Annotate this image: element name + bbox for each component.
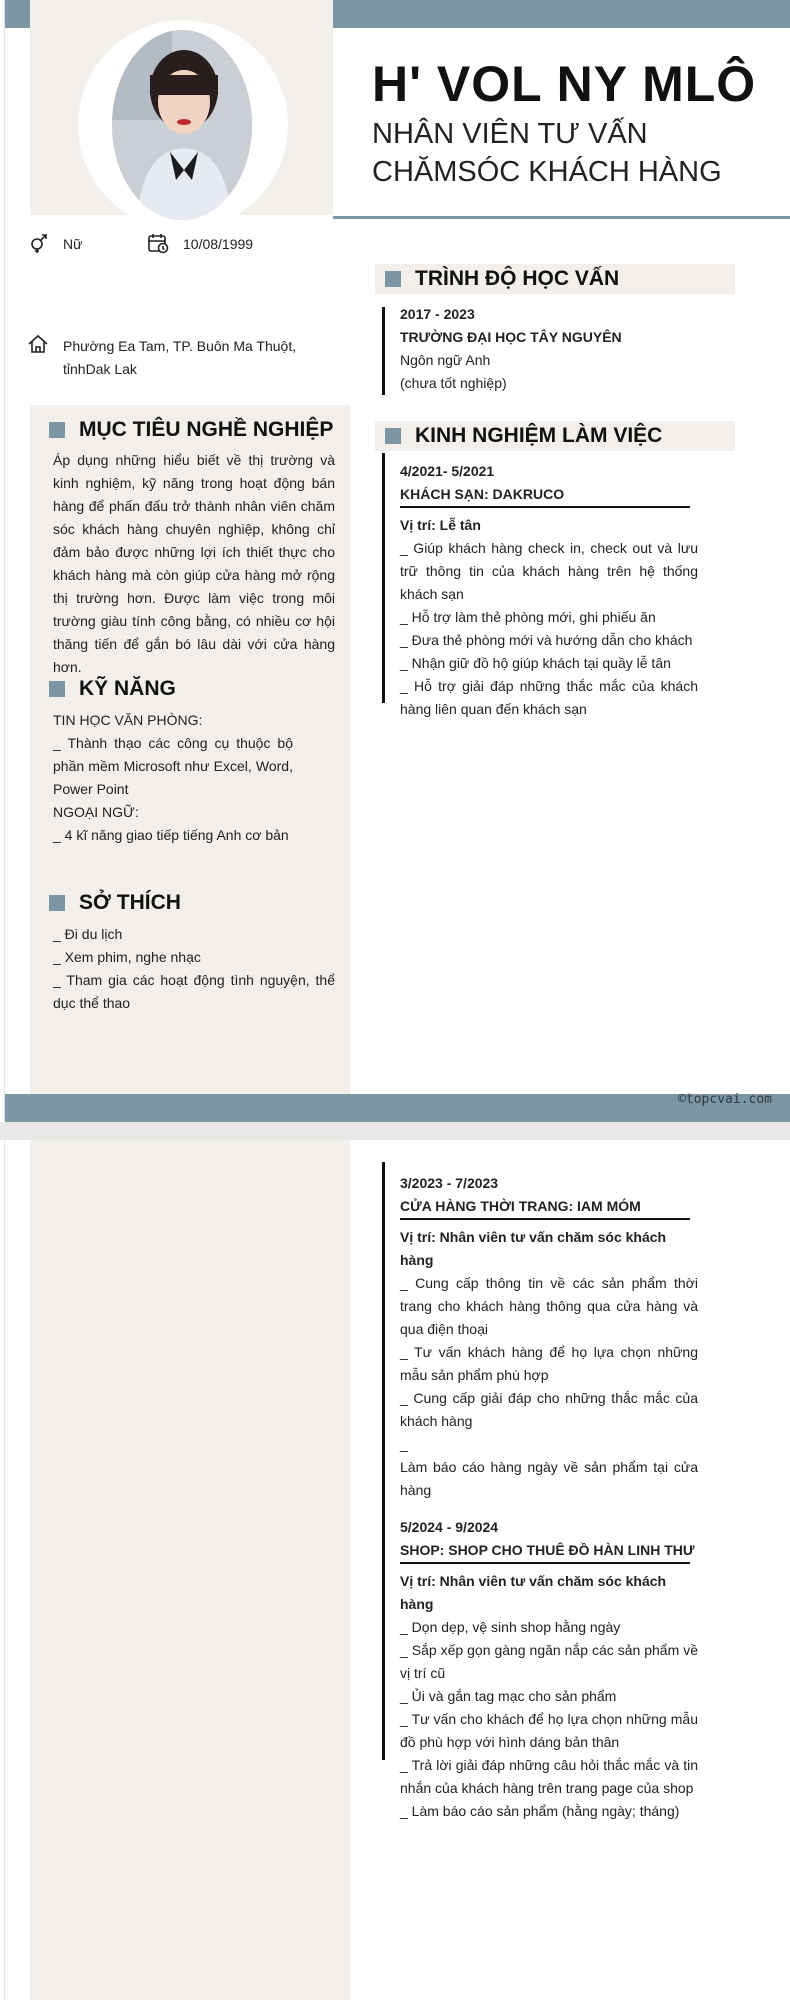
experience-timeline bbox=[382, 1162, 385, 1760]
objective-heading bbox=[49, 418, 333, 442]
skills-body bbox=[53, 709, 293, 847]
experience-heading bbox=[375, 421, 735, 451]
job-duty: _ Ủi và gắn tag mạc cho sản phẩm bbox=[400, 1688, 617, 1704]
job-position: Vị trí: Nhân viên tư vấn chăm sóc khách hàng bbox=[400, 1229, 667, 1268]
birthdate-value: 10/08/1999 bbox=[183, 236, 254, 252]
job-title-line-1: NHÂN VIÊN TƯ VẤN bbox=[372, 118, 648, 150]
candidate-name: H' VOL NY MLÔ bbox=[372, 56, 757, 112]
section-marker bbox=[385, 428, 401, 444]
job-duty: _ Hỗ trợ giải đáp những thắc mắc của khách hàng liên quan đến khách sạn bbox=[400, 678, 698, 717]
job-duty: _ Sắp xếp gọn gàng ngăn nắp các sản phẩm về vị trí cũ bbox=[400, 1642, 698, 1681]
skills-title: KỸ NĂNG bbox=[79, 677, 176, 700]
job-header bbox=[400, 1516, 700, 1562]
job-header bbox=[400, 1172, 700, 1218]
experience-timeline bbox=[382, 453, 385, 703]
objective-text: Áp dụng những hiểu biết về thị trường và kinh nghiệm, kỹ năng trong hoạt động bán hàng để phấn đấu trở thành nhân viên chăm sóc khách hàng chuyên nghiệp, không chỉ đảm bảo được những lợi ích thiết thực cho khách hàng mà còn giúp cửa hàng mở rộng thị trường hơn. Được làm việc trong môi trường giàu tính công bằng, có nhiều cơ hội thăng tiến để gắn bó lâu dài với cửa hàng hơn. bbox=[53, 452, 335, 675]
job-duty: _ Cung cấp giải đáp cho những thắc mắc của khách hàng bbox=[400, 1390, 698, 1429]
title-divider bbox=[333, 216, 790, 219]
list-item: _ Tham gia các hoạt động tình nguyện, thể dục thể thao bbox=[53, 972, 335, 1011]
objective-title: MỤC TIÊU NGHỀ NGHIỆP bbox=[79, 418, 334, 441]
job-title bbox=[372, 115, 762, 191]
section-marker bbox=[385, 271, 401, 287]
education-entry bbox=[400, 303, 700, 395]
job-title-line-2: CHĂMSÓC KHÁCH HÀNG bbox=[372, 156, 722, 188]
address-line-2: tỉnhDak Lak bbox=[63, 361, 137, 377]
job-divider bbox=[400, 506, 690, 508]
page-edge bbox=[0, 0, 5, 1122]
job-details bbox=[400, 1226, 698, 1502]
office-skills-text: _ Thành thạo các công cụ thuộc bộ phần mềm Microsoft như Excel, Word, Power Point bbox=[53, 735, 293, 797]
experience-title: KINH NGHIỆM LÀM VIỆC bbox=[415, 424, 663, 447]
job-period: 4/2021- 5/2021 bbox=[400, 463, 495, 479]
job-duty: _ bbox=[400, 1436, 408, 1452]
job-company: CỬA HÀNG THỜI TRANG: IAM MÓM bbox=[400, 1198, 641, 1214]
section-marker bbox=[49, 681, 65, 697]
profile-photo bbox=[112, 30, 252, 220]
job-duty: _ Giúp khách hàng check in, check out và lưu trữ thông tin của khách hàng trên hệ thống khách sạn bbox=[400, 540, 698, 602]
job-position: Vị trí: Lễ tân bbox=[400, 517, 481, 533]
job-duty: Làm báo cáo hàng ngày về sản phẩm tại cửa hàng bbox=[400, 1459, 698, 1498]
job-duty: _ Hỗ trợ làm thẻ phòng mới, ghi phiếu ăn bbox=[400, 609, 656, 625]
language-skills-label: NGOẠI NGỮ: bbox=[53, 804, 139, 820]
address bbox=[63, 335, 323, 381]
job-duty: _ Tư vấn khách hàng để họ lựa chọn những mẫu sản phẩm phù hợp bbox=[400, 1344, 698, 1383]
job-company: KHÁCH SẠN: DAKRUCO bbox=[400, 486, 565, 502]
job-company: SHOP: SHOP CHO THUÊ ĐỒ HÀN LINH THƯ bbox=[400, 1542, 695, 1558]
education-heading bbox=[375, 264, 735, 294]
education-timeline bbox=[382, 307, 385, 395]
list-item: _ Xem phim, nghe nhạc bbox=[53, 949, 201, 965]
job-duty: _ Trả lời giải đáp những câu hỏi thắc mắc và tin nhắn của khách hàng trên trang page của shop bbox=[400, 1757, 698, 1796]
job-position: Vị trí: Nhân viên tư vấn chăm sóc khách hàng bbox=[400, 1573, 667, 1612]
home-icon bbox=[27, 333, 49, 355]
cv-page-2 bbox=[0, 1140, 790, 2000]
watermark: ©topcvai.com bbox=[678, 1092, 772, 1107]
hobbies-title: SỞ THÍCH bbox=[79, 891, 181, 914]
gender-value: Nữ bbox=[63, 236, 83, 252]
job-details bbox=[400, 1570, 698, 1823]
job-details bbox=[400, 514, 698, 721]
education-major: Ngôn ngữ Anh bbox=[400, 352, 491, 368]
job-period: 3/2023 - 7/2023 bbox=[400, 1175, 499, 1191]
list-item: _ Đi du lịch bbox=[53, 926, 123, 942]
job-divider bbox=[400, 1218, 690, 1220]
section-marker bbox=[49, 895, 65, 911]
language-skills-text: _ 4 kĩ năng giao tiếp tiếng Anh cơ bản bbox=[53, 827, 289, 843]
calendar-icon bbox=[147, 232, 169, 254]
address-line-1: Phường Ea Tam, TP. Buôn Ma Thuột, bbox=[63, 338, 297, 354]
hobbies-heading bbox=[49, 891, 181, 915]
education-school: TRƯỜNG ĐẠI HỌC TÂY NGUYÊN bbox=[400, 329, 622, 345]
job-duty: _ Làm báo cáo sản phẩm (hằng ngày; tháng) bbox=[400, 1803, 680, 1819]
left-column-panel bbox=[30, 1140, 350, 2000]
hobbies-list bbox=[53, 923, 335, 1015]
office-skills-label: TIN HỌC VĂN PHÒNG: bbox=[53, 712, 203, 728]
job-duty: _ Cung cấp thông tin về các sản phẩm thời trang cho khách hàng thông qua cửa hàng và qua điện thoại bbox=[400, 1275, 698, 1337]
job-divider bbox=[400, 1562, 690, 1564]
page-edge bbox=[0, 1140, 5, 2000]
job-period: 5/2024 - 9/2024 bbox=[400, 1519, 499, 1535]
job-duty: _ Dọn dẹp, vệ sinh shop hằng ngày bbox=[400, 1619, 621, 1635]
job-header bbox=[400, 460, 700, 506]
education-note: (chưa tốt nghiệp) bbox=[400, 375, 507, 391]
gender-icon bbox=[27, 232, 49, 254]
job-duty: _ Đưa thẻ phòng mới và hướng dẫn cho khách bbox=[400, 632, 693, 648]
skills-heading bbox=[49, 677, 176, 701]
education-title: TRÌNH ĐỘ HỌC VẤN bbox=[415, 267, 620, 290]
section-marker bbox=[49, 422, 65, 438]
education-period: 2017 - 2023 bbox=[400, 306, 475, 322]
job-duty: _ Nhận giữ đồ hộ giúp khách tại quầy lễ tân bbox=[400, 655, 671, 671]
job-duty: _ Tư vấn cho khách để họ lựa chọn những mẫu đồ phù hợp với hình dáng bản thân bbox=[400, 1711, 698, 1750]
bottom-accent-band bbox=[0, 1094, 790, 1122]
